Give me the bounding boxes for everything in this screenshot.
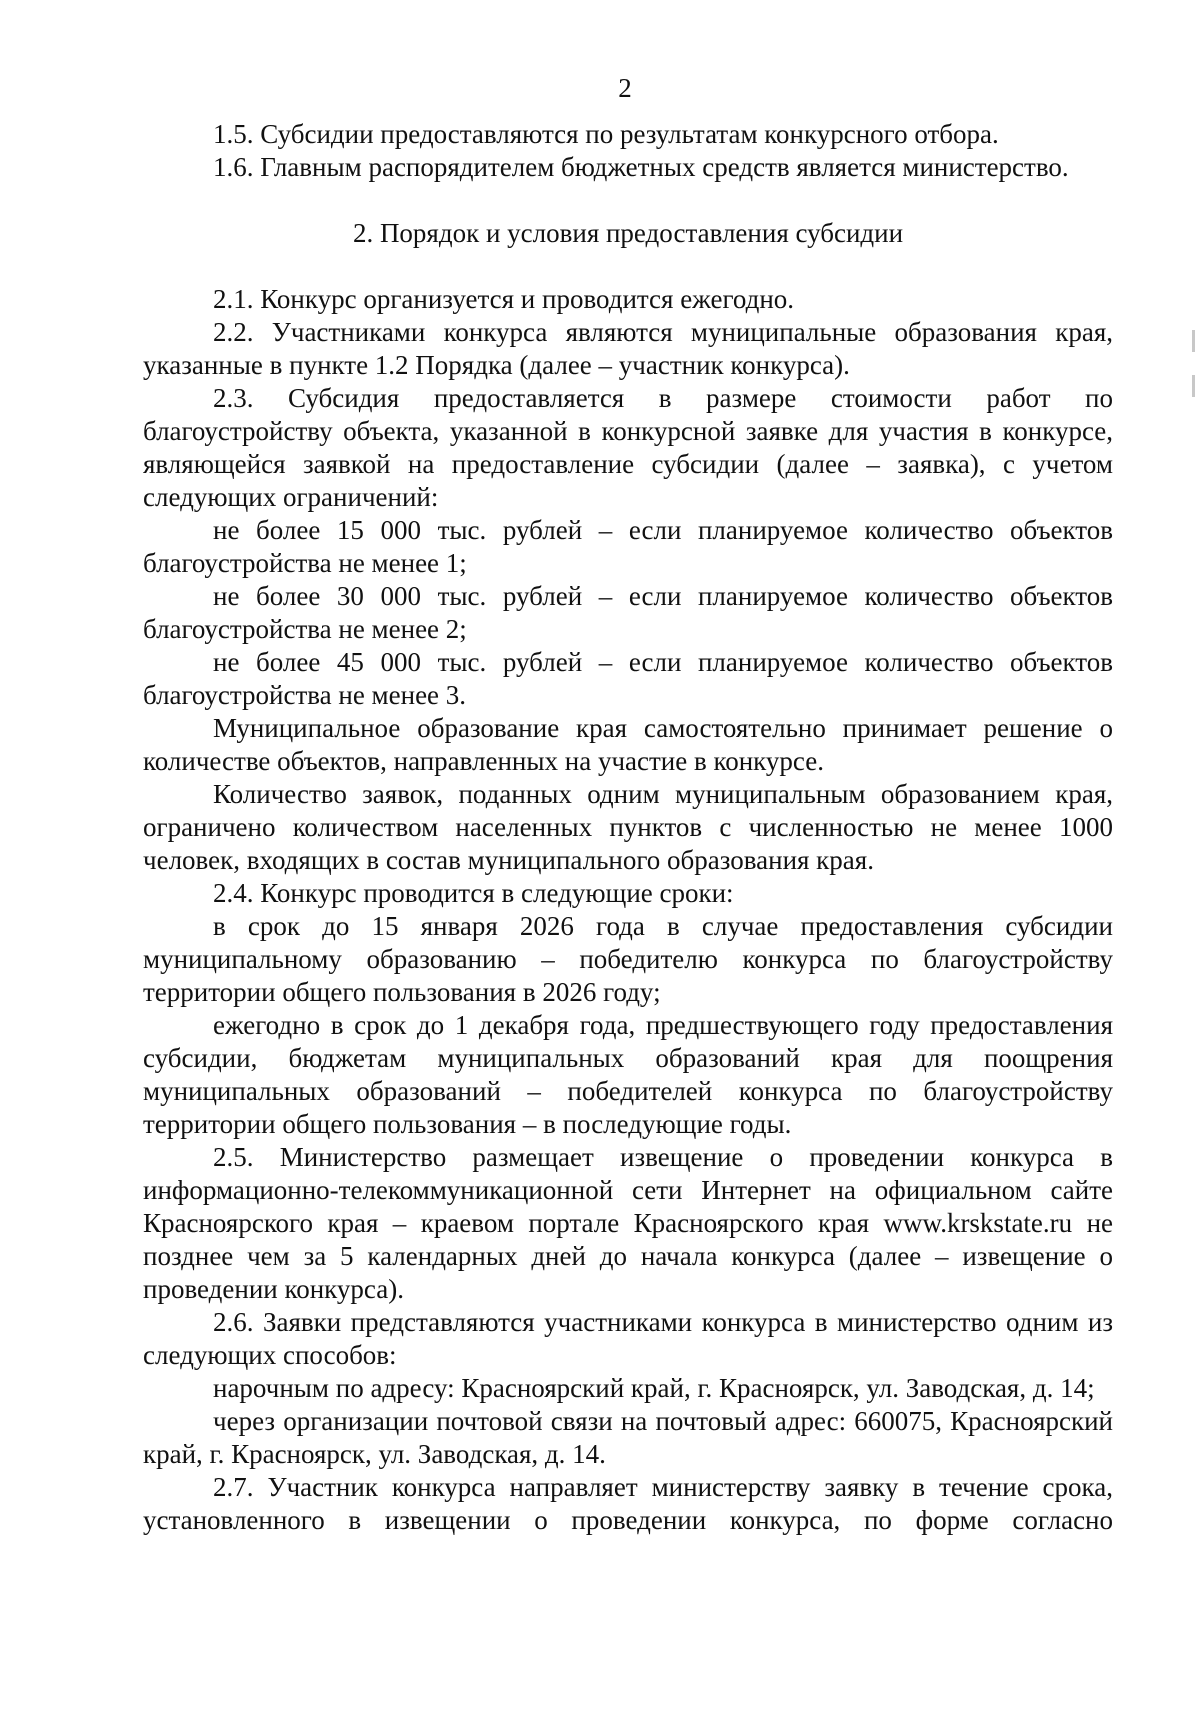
paragraph-2-7: 2.7. Участник конкурса направляет министерству заявку в течение срока, установленного в извещении о проведении конкурса, по форме согласно: [143, 1472, 1113, 1535]
paragraph-2-5: 2.5. Министерство размещает извещение о проведении конкурса в информационно-телекоммуникационной сети Интернет на официальном сайте Красноярского края – краевом портале Красноярского края www.krskstate.ru не позднее чем за 5 календарных дней до начала конкурса (далее – извещение о проведении конкурса).: [143, 1142, 1113, 1304]
paragraph-2-4-term-2026: в срок до 15 января 2026 года в случае предоставления субсидии муниципальному образованию – победителю конкурса по благоустройству территории общего пользования в 2026 году;: [143, 911, 1113, 1007]
paragraph-2-3-applications-limit: Количество заявок, поданных одним муниципальным образованием края, ограничено количеством населенных пунктов с численностью не менее 1000 человек, входящих в состав муниципального образования края.: [143, 779, 1113, 875]
paragraph-2-6-hand-delivery: нарочным по адресу: Красноярский край, г. Красноярск, ул. Заводская, д. 14;: [213, 1373, 1095, 1403]
scan-margin-mark: [1192, 330, 1195, 352]
paragraph-2-3: 2.3. Субсидия предоставляется в размере стоимости работ по благоустройству объекта, указанной в конкурсной заявке для участия в конкурсе, являющейся заявкой на предоставление субсидии (далее – заявка), с учетом следующих ограничений:: [143, 383, 1113, 512]
paragraph-2-3-objects-decision: Муниципальное образование края самостоятельно принимает решение о количестве объектов, направленных на участие в конкурсе.: [143, 713, 1113, 776]
paragraph-2-1: 2.1. Конкурс организуется и проводится ежегодно.: [213, 284, 795, 314]
paragraph-2-3-limit-2: не более 30 000 тыс. рублей – если планируемое количество объектов благоустройства не менее 2;: [143, 581, 1113, 644]
paragraph-2-6-postal: через организации почтовой связи на почтовый адрес: 660075, Красноярский край, г. Красноярск, ул. Заводская, д. 14.: [143, 1406, 1113, 1469]
paragraph-2-4: 2.4. Конкурс проводится в следующие сроки:: [213, 878, 734, 908]
page-number: 2: [618, 73, 632, 103]
paragraph-2-3-limit-1: не более 15 000 тыс. рублей – если планируемое количество объектов благоустройства не менее 1;: [143, 515, 1113, 578]
paragraph-1-6: 1.6. Главным распорядителем бюджетных средств является министерство.: [213, 152, 1069, 182]
paragraph-2-3-limit-3: не более 45 000 тыс. рублей – если планируемое количество объектов благоустройства не менее 3.: [143, 647, 1113, 710]
paragraph-2-4-term-annual: ежегодно в срок до 1 декабря года, предшествующего году предоставления субсидии, бюджетам муниципальных образований края для поощрения муниципальных образований – победителей конкурса по благоустройству территории общего пользования – в последующие годы.: [143, 1010, 1113, 1139]
section-2-heading: 2. Порядок и условия предоставления субсидии: [352, 218, 904, 248]
document-body: [143, 118, 1113, 1537]
scan-margin-mark: [1192, 375, 1195, 397]
paragraph-2-2: 2.2. Участниками конкурса являются муниципальные образования края, указанные в пункте 1.2 Порядка (далее – участник конкурса).: [143, 317, 1113, 380]
paragraph-2-6: 2.6. Заявки представляются участниками конкурса в министерство одним из следующих способов:: [143, 1307, 1113, 1370]
paragraph-1-5: 1.5. Субсидии предоставляются по результатам конкурсного отбора.: [213, 119, 999, 149]
